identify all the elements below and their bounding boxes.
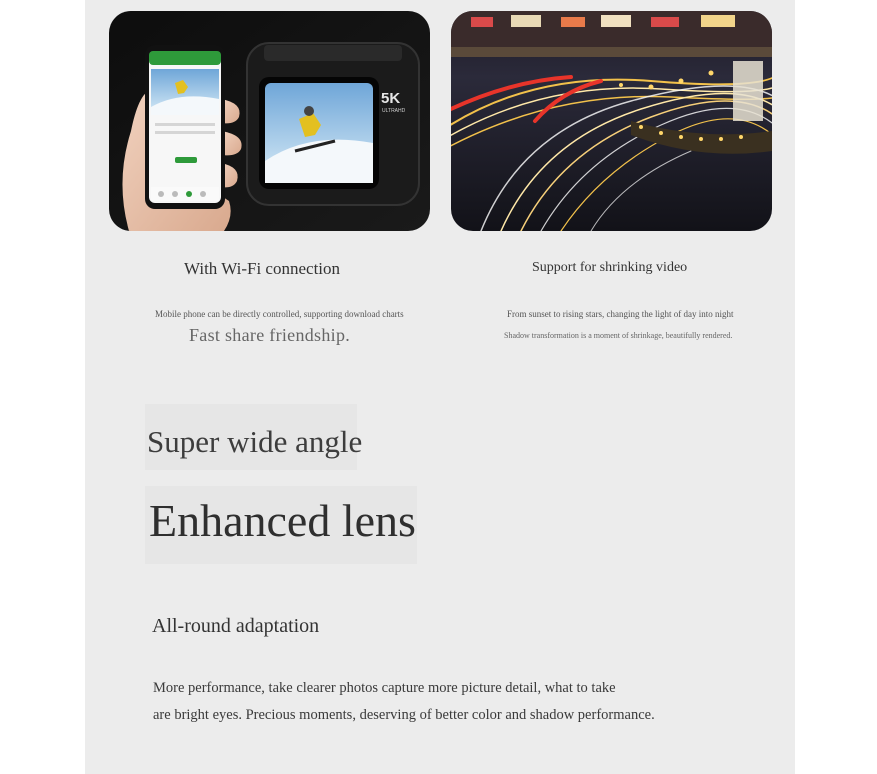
section-title: All-round adaptation [152,615,320,637]
feature-desc-shrinking: From sunset to rising stars, changing the light of day into night [507,309,734,319]
svg-text:ULTRAHD: ULTRAHD [382,108,406,114]
feature-subdesc-shrinking: Shadow transformation is a moment of shrinkage, beautifully rendered. [504,331,733,340]
section-body-line-2: are bright eyes. Precious moments, deserving of better color and shadow performance. [153,707,655,723]
headline-enhanced-lens: Enhanced lens [149,495,416,546]
headline-super-wide-angle: Super wide angle [147,424,363,459]
feature-title-wifi: With Wi-Fi connection [184,259,341,278]
feature-desc-wifi: Mobile phone can be directly controlled, supporting download charts [155,309,404,319]
camera-phone-image [109,11,430,231]
night-light-trails-image [451,11,772,231]
feature-title-shrinking: Support for shrinking video [532,260,688,275]
feature-subdesc-wifi: Fast share friendship. [189,325,351,345]
section-body-line-1: More performance, take clearer photos capture more picture detail, what to take [153,680,616,696]
camera-badge-5k: 5K [381,90,401,107]
